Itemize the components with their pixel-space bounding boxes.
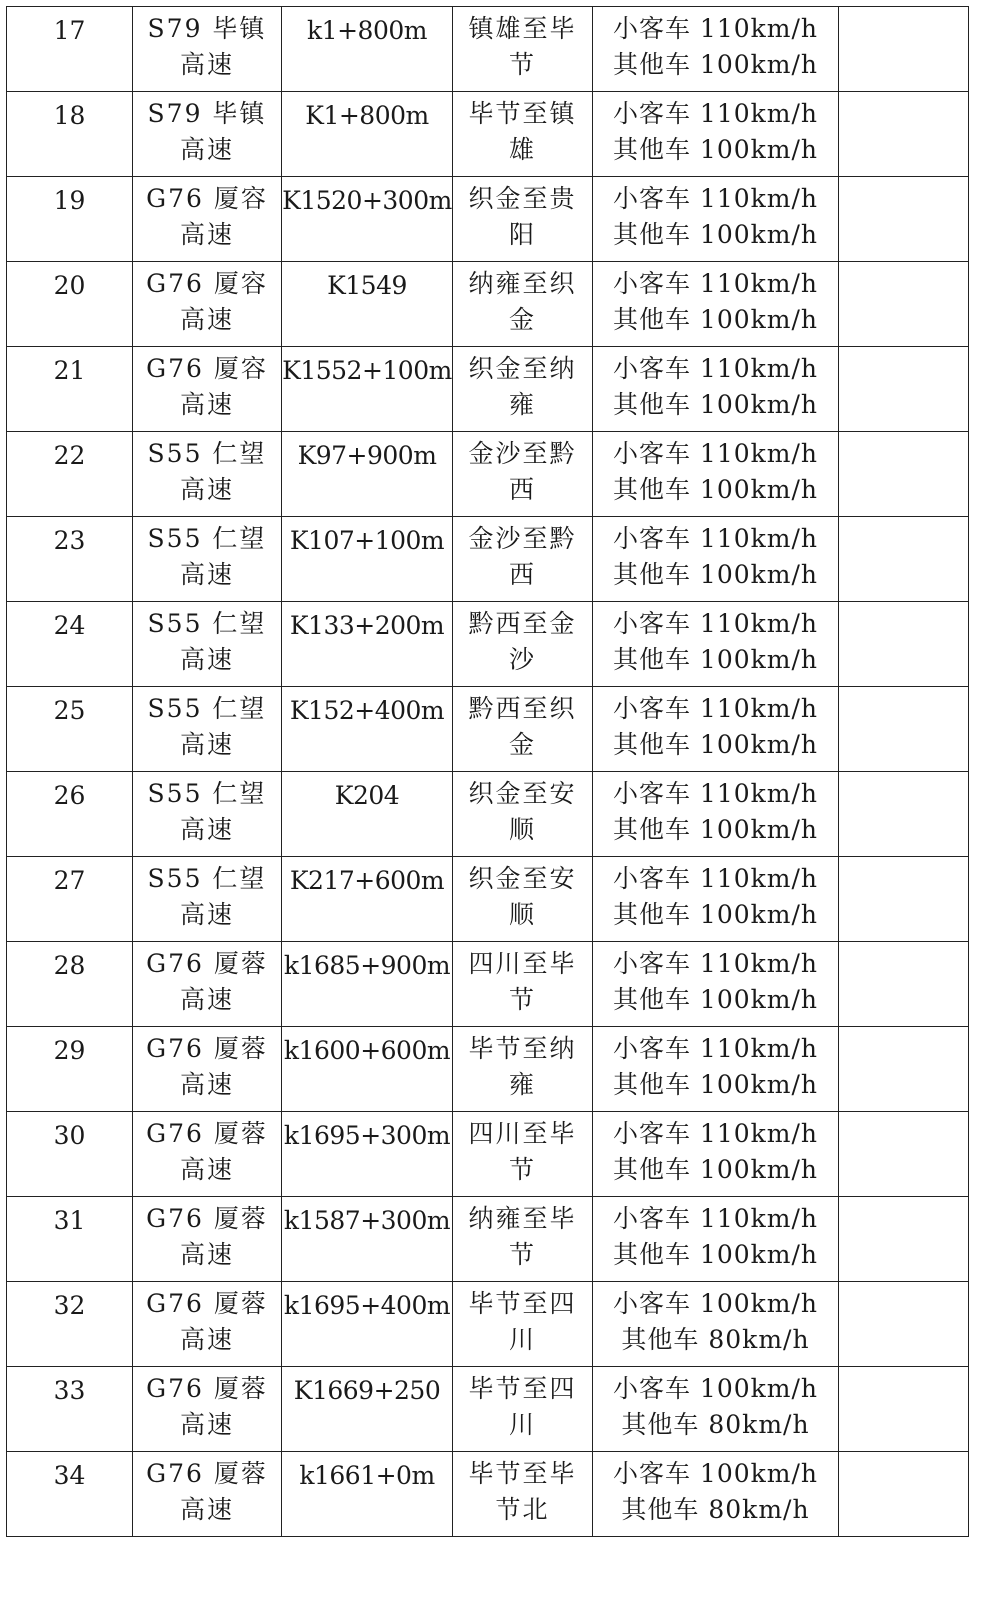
- pile-number-cell: [282, 517, 453, 602]
- row-number-cell: [7, 1197, 133, 1282]
- pile-number-cell: [282, 1112, 453, 1197]
- speed-limit: 小客车 110km/h 其他车 100km/h: [612, 949, 819, 1014]
- pile-number-cell: [282, 1282, 453, 1367]
- road-name-cell: [133, 1282, 282, 1367]
- table-row: [7, 1367, 969, 1452]
- road-name: G76 厦蓉 高速: [146, 1034, 268, 1099]
- pile-number-cell: [282, 1027, 453, 1112]
- table-row: [7, 1452, 969, 1537]
- speed-limit-cell: [593, 177, 839, 262]
- direction: 毕节至四 川: [468, 1374, 577, 1439]
- road-name: G76 厦蓉 高速: [146, 1119, 268, 1184]
- road-name-cell: [133, 517, 282, 602]
- speed-limit: 小客车 110km/h 其他车 100km/h: [612, 864, 819, 929]
- road-name: S79 毕镇 高速: [147, 99, 267, 164]
- note: [839, 262, 968, 266]
- direction: 黔西至金 沙: [468, 609, 577, 674]
- road-name: S79 毕镇 高速: [147, 14, 267, 79]
- direction: 四川至毕 节: [468, 949, 577, 1014]
- row-number: 34: [53, 1461, 86, 1490]
- speed-limit: 小客车 100km/h 其他车 80km/h: [612, 1289, 819, 1354]
- road-name-cell: [133, 1452, 282, 1537]
- row-number: 28: [53, 951, 86, 980]
- direction: 毕节至四 川: [468, 1289, 577, 1354]
- speed-limit-cell: [593, 347, 839, 432]
- speed-limit-cell: [593, 687, 839, 772]
- speed-limit-cell: [593, 1367, 839, 1452]
- speed-limit-cell: [593, 7, 839, 92]
- direction-cell: [453, 1282, 593, 1367]
- road-name: G76 厦容 高速: [146, 354, 268, 419]
- table-body: [7, 7, 969, 1537]
- note-cell: [839, 772, 969, 857]
- row-number: 24: [53, 611, 86, 640]
- pile-number: k1600+600m: [283, 1036, 451, 1065]
- road-name-cell: [133, 1197, 282, 1282]
- note-cell: [839, 177, 969, 262]
- pile-number: k1661+0m: [299, 1461, 435, 1490]
- direction: 黔西至织 金: [468, 694, 577, 759]
- direction-cell: [453, 7, 593, 92]
- speed-limit-cell: [593, 772, 839, 857]
- note-cell: [839, 262, 969, 347]
- note: [839, 1282, 968, 1286]
- table-row: [7, 177, 969, 262]
- direction: 纳雍至织 金: [468, 269, 577, 334]
- road-name-cell: [133, 177, 282, 262]
- road-name-cell: [133, 857, 282, 942]
- road-name: G76 厦蓉 高速: [146, 1289, 268, 1354]
- row-number: 31: [53, 1206, 86, 1235]
- pile-number-cell: [282, 857, 453, 942]
- table-row: [7, 602, 969, 687]
- note: [839, 857, 968, 861]
- note-cell: [839, 517, 969, 602]
- road-name: S55 仁望 高速: [147, 864, 267, 929]
- pile-number: K1549: [327, 271, 407, 300]
- road-name-cell: [133, 1367, 282, 1452]
- pile-number-cell: [282, 7, 453, 92]
- speed-limit: 小客车 110km/h 其他车 100km/h: [612, 609, 819, 674]
- note-cell: [839, 432, 969, 517]
- direction-cell: [453, 92, 593, 177]
- note-cell: [839, 1112, 969, 1197]
- speed-limit-cell: [593, 1027, 839, 1112]
- note-cell: [839, 1282, 969, 1367]
- pile-number: K107+100m: [289, 526, 445, 555]
- pile-number: K133+200m: [289, 611, 445, 640]
- row-number-cell: [7, 1027, 133, 1112]
- road-name-cell: [133, 772, 282, 857]
- speed-limit: 小客车 110km/h 其他车 100km/h: [612, 779, 819, 844]
- road-name: G76 厦蓉 高速: [146, 1374, 268, 1439]
- pile-number: K204: [334, 781, 400, 810]
- table-row: [7, 517, 969, 602]
- speed-limit-cell: [593, 602, 839, 687]
- row-number: 29: [53, 1036, 86, 1065]
- table-row: [7, 1197, 969, 1282]
- note: [839, 92, 968, 96]
- pile-number-cell: [282, 347, 453, 432]
- note: [839, 347, 968, 351]
- speed-limit-cell: [593, 92, 839, 177]
- note-cell: [839, 687, 969, 772]
- note: [839, 1112, 968, 1116]
- direction: 毕节至毕 节北: [468, 1459, 577, 1524]
- table-row: [7, 432, 969, 517]
- speed-limit: 小客车 110km/h 其他车 100km/h: [612, 184, 819, 249]
- row-number: 19: [53, 186, 86, 215]
- note-cell: [839, 1452, 969, 1537]
- speed-limit: 小客车 110km/h 其他车 100km/h: [612, 354, 819, 419]
- direction-cell: [453, 432, 593, 517]
- direction: 纳雍至毕 节: [468, 1204, 577, 1269]
- road-name: S55 仁望 高速: [147, 779, 267, 844]
- pile-number-cell: [282, 262, 453, 347]
- row-number-cell: [7, 772, 133, 857]
- row-number: 25: [53, 696, 86, 725]
- pile-number: k1685+900m: [283, 951, 451, 980]
- direction-cell: [453, 857, 593, 942]
- note: [839, 7, 968, 11]
- road-name-cell: [133, 92, 282, 177]
- row-number-cell: [7, 262, 133, 347]
- row-number-cell: [7, 602, 133, 687]
- speed-limit: 小客车 110km/h 其他车 100km/h: [612, 524, 819, 589]
- row-number: 30: [53, 1121, 86, 1150]
- road-name: G76 厦蓉 高速: [146, 1459, 268, 1524]
- road-name-cell: [133, 602, 282, 687]
- row-number: 17: [53, 16, 86, 45]
- road-name: G76 厦蓉 高速: [146, 1204, 268, 1269]
- direction-cell: [453, 1027, 593, 1112]
- note-cell: [839, 92, 969, 177]
- note: [839, 602, 968, 606]
- direction-cell: [453, 177, 593, 262]
- speed-limit: 小客车 110km/h 其他车 100km/h: [612, 694, 819, 759]
- road-name-cell: [133, 347, 282, 432]
- pile-number: K152+400m: [289, 696, 445, 725]
- row-number: 32: [53, 1291, 86, 1320]
- road-name-cell: [133, 262, 282, 347]
- table-row: [7, 1027, 969, 1112]
- speed-limit: 小客车 110km/h 其他车 100km/h: [612, 1119, 819, 1184]
- note-cell: [839, 1367, 969, 1452]
- note-cell: [839, 942, 969, 1027]
- direction: 金沙至黔 西: [468, 524, 577, 589]
- row-number: 33: [53, 1376, 86, 1405]
- direction: 四川至毕 节: [468, 1119, 577, 1184]
- speed-limit: 小客车 110km/h 其他车 100km/h: [612, 1034, 819, 1099]
- pile-number: K97+900m: [297, 441, 437, 470]
- table-row: [7, 1112, 969, 1197]
- row-number-cell: [7, 942, 133, 1027]
- road-name-cell: [133, 942, 282, 1027]
- road-name: G76 厦容 高速: [146, 184, 268, 249]
- road-name: G76 厦蓉 高速: [146, 949, 268, 1014]
- pile-number: k1695+300m: [283, 1121, 451, 1150]
- pile-number-cell: [282, 92, 453, 177]
- note-cell: [839, 1197, 969, 1282]
- table-row: [7, 1282, 969, 1367]
- note: [839, 517, 968, 521]
- road-name-cell: [133, 1027, 282, 1112]
- row-number-cell: [7, 857, 133, 942]
- row-number-cell: [7, 1112, 133, 1197]
- note-cell: [839, 857, 969, 942]
- pile-number: k1+800m: [307, 16, 427, 45]
- direction: 织金至安 顺: [468, 864, 577, 929]
- note-cell: [839, 1027, 969, 1112]
- direction: 织金至纳 雍: [468, 354, 577, 419]
- table-row: [7, 347, 969, 432]
- direction-cell: [453, 772, 593, 857]
- row-number-cell: [7, 347, 133, 432]
- row-number-cell: [7, 1282, 133, 1367]
- row-number-cell: [7, 687, 133, 772]
- table-row: [7, 262, 969, 347]
- note: [839, 687, 968, 691]
- note: [839, 1367, 968, 1371]
- note: [839, 942, 968, 946]
- direction-cell: [453, 1197, 593, 1282]
- pile-number-cell: [282, 432, 453, 517]
- row-number: 26: [53, 781, 86, 810]
- road-name: S55 仁望 高速: [147, 609, 267, 674]
- note: [839, 177, 968, 181]
- direction: 毕节至镇 雄: [468, 99, 577, 164]
- direction-cell: [453, 517, 593, 602]
- pile-number-cell: [282, 772, 453, 857]
- road-name: S55 仁望 高速: [147, 524, 267, 589]
- speed-limit-cell: [593, 517, 839, 602]
- speed-limit: 小客车 100km/h 其他车 80km/h: [612, 1459, 819, 1524]
- table-row: [7, 92, 969, 177]
- table-row: [7, 942, 969, 1027]
- pile-number-cell: [282, 1367, 453, 1452]
- speed-limit-cell: [593, 1197, 839, 1282]
- pile-number: K1552+100m: [282, 356, 452, 385]
- row-number: 18: [53, 101, 86, 130]
- road-name-cell: [133, 1112, 282, 1197]
- row-number-cell: [7, 432, 133, 517]
- table-row: [7, 687, 969, 772]
- pile-number-cell: [282, 602, 453, 687]
- note: [839, 432, 968, 436]
- pile-number: k1587+300m: [283, 1206, 451, 1235]
- row-number: 23: [53, 526, 86, 555]
- direction: 织金至贵 阳: [468, 184, 577, 249]
- row-number: 20: [53, 271, 86, 300]
- row-number-cell: [7, 92, 133, 177]
- road-name: S55 仁望 高速: [147, 694, 267, 759]
- speed-limit: 小客车 110km/h 其他车 100km/h: [612, 99, 819, 164]
- speed-limit-cell: [593, 432, 839, 517]
- road-name-cell: [133, 687, 282, 772]
- speed-limit-cell: [593, 1112, 839, 1197]
- note: [839, 1197, 968, 1201]
- pile-number: K217+600m: [289, 866, 445, 895]
- direction: 织金至安 顺: [468, 779, 577, 844]
- row-number-cell: [7, 177, 133, 262]
- direction-cell: [453, 687, 593, 772]
- table-row: [7, 772, 969, 857]
- pile-number: k1695+400m: [283, 1291, 451, 1320]
- road-name-cell: [133, 7, 282, 92]
- note-cell: [839, 347, 969, 432]
- direction-cell: [453, 602, 593, 687]
- road-name: S55 仁望 高速: [147, 439, 267, 504]
- note-cell: [839, 7, 969, 92]
- row-number-cell: [7, 1367, 133, 1452]
- note-cell: [839, 602, 969, 687]
- note: [839, 1027, 968, 1031]
- speed-limit-cell: [593, 1282, 839, 1367]
- pile-number: K1520+300m: [282, 186, 452, 215]
- speed-limit: 小客车 110km/h 其他车 100km/h: [612, 439, 819, 504]
- direction: 金沙至黔 西: [468, 439, 577, 504]
- direction-cell: [453, 262, 593, 347]
- direction: 镇雄至毕 节: [468, 14, 577, 79]
- speed-limit: 小客车 110km/h 其他车 100km/h: [612, 1204, 819, 1269]
- speed-limit: 小客车 110km/h 其他车 100km/h: [612, 14, 819, 79]
- row-number-cell: [7, 7, 133, 92]
- direction-cell: [453, 347, 593, 432]
- row-number: 22: [53, 441, 86, 470]
- direction: 毕节至纳 雍: [468, 1034, 577, 1099]
- pile-number-cell: [282, 1197, 453, 1282]
- speed-limit-cell: [593, 942, 839, 1027]
- road-name-cell: [133, 432, 282, 517]
- row-number-cell: [7, 517, 133, 602]
- row-number: 27: [53, 866, 86, 895]
- note: [839, 772, 968, 776]
- pile-number-cell: [282, 1452, 453, 1537]
- pile-number: K1669+250: [293, 1376, 441, 1405]
- pile-number-cell: [282, 687, 453, 772]
- speed-limit: 小客车 110km/h 其他车 100km/h: [612, 269, 819, 334]
- pile-number: K1+800m: [305, 101, 429, 130]
- row-number-cell: [7, 1452, 133, 1537]
- pile-number-cell: [282, 177, 453, 262]
- speed-limit-cell: [593, 857, 839, 942]
- note: [839, 1452, 968, 1456]
- direction-cell: [453, 1367, 593, 1452]
- table-row: [7, 7, 969, 92]
- speed-limit-cell: [593, 1452, 839, 1537]
- speed-limit-cell: [593, 262, 839, 347]
- direction-cell: [453, 942, 593, 1027]
- row-number: 21: [53, 356, 86, 385]
- direction-cell: [453, 1452, 593, 1537]
- road-name: G76 厦容 高速: [146, 269, 268, 334]
- speed-limit-table: [6, 6, 969, 1537]
- table-row: [7, 857, 969, 942]
- direction-cell: [453, 1112, 593, 1197]
- pile-number-cell: [282, 942, 453, 1027]
- speed-limit: 小客车 100km/h 其他车 80km/h: [612, 1374, 819, 1439]
